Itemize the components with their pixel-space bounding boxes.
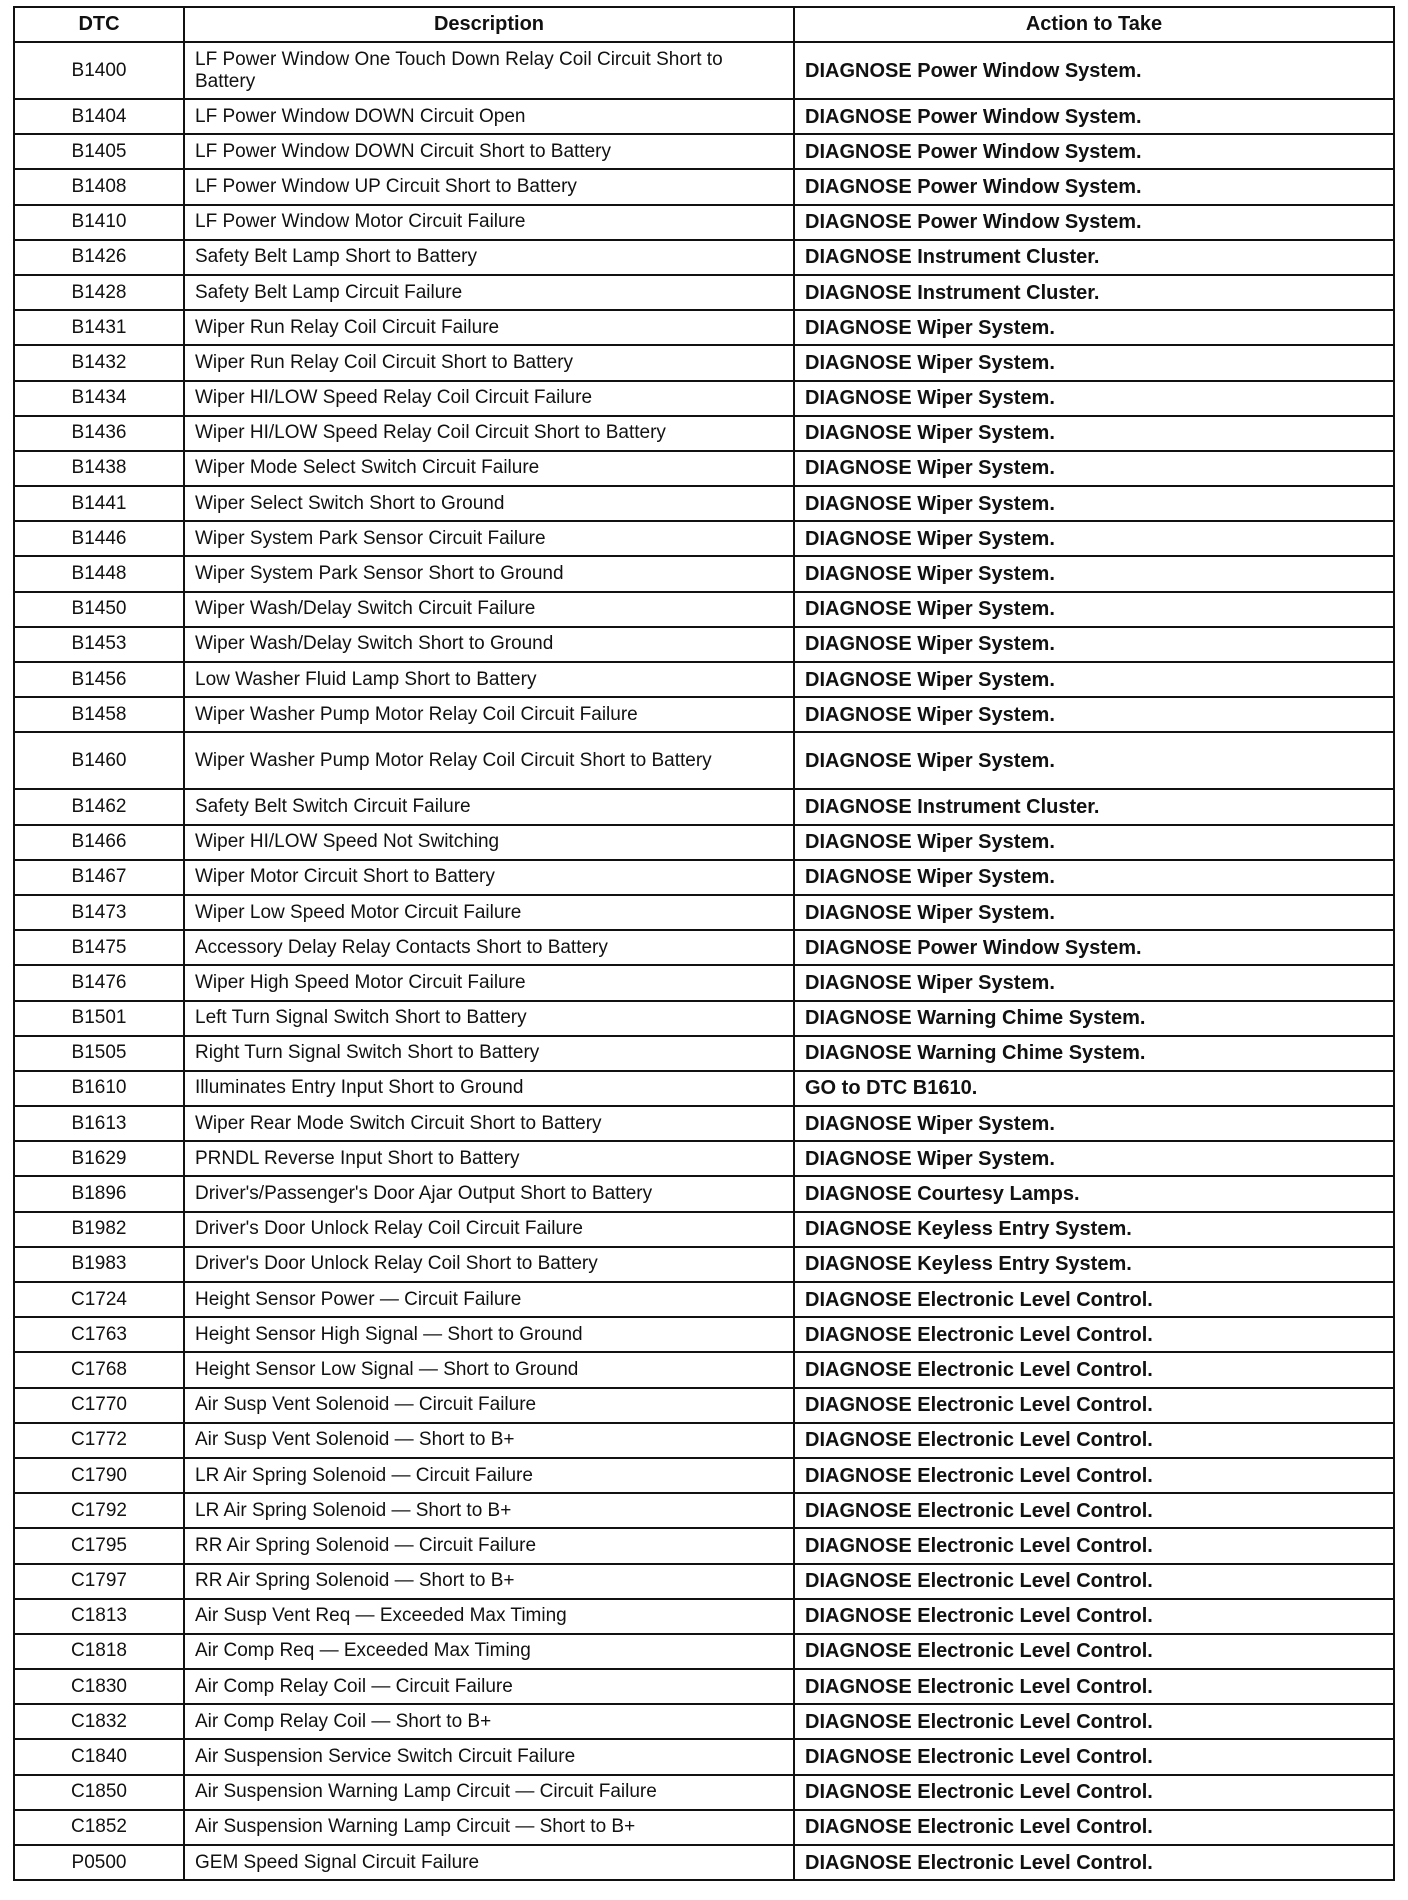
action-cell: DIAGNOSE Wiper System. xyxy=(794,416,1394,451)
description-cell: Low Washer Fluid Lamp Short to Battery xyxy=(184,662,794,697)
description-cell: PRNDL Reverse Input Short to Battery xyxy=(184,1141,794,1176)
dtc-code-cell: B1456 xyxy=(14,662,184,697)
description-cell: Air Suspension Warning Lamp Circuit — Short to B+ xyxy=(184,1810,794,1845)
action-cell: DIAGNOSE Electronic Level Control. xyxy=(794,1739,1394,1774)
description-cell: Air Comp Relay Coil — Circuit Failure xyxy=(184,1669,794,1704)
table-row xyxy=(14,930,1394,965)
description-cell: Height Sensor Low Signal — Short to Ground xyxy=(184,1352,794,1387)
dtc-code-cell: B1441 xyxy=(14,486,184,521)
dtc-code-cell: C1813 xyxy=(14,1599,184,1634)
description-cell: Safety Belt Switch Circuit Failure xyxy=(184,789,794,824)
action-cell: DIAGNOSE Wiper System. xyxy=(794,697,1394,732)
action-cell: DIAGNOSE Wiper System. xyxy=(794,381,1394,416)
action-cell: DIAGNOSE Wiper System. xyxy=(794,1106,1394,1141)
table-row xyxy=(14,1176,1394,1211)
dtc-code-cell: C1852 xyxy=(14,1810,184,1845)
table-row xyxy=(14,275,1394,310)
description-cell: Wiper HI/LOW Speed Relay Coil Circuit Failure xyxy=(184,381,794,416)
table-row xyxy=(14,556,1394,591)
description-cell: Left Turn Signal Switch Short to Battery xyxy=(184,1001,794,1036)
table-row xyxy=(14,416,1394,451)
description-cell: RR Air Spring Solenoid — Circuit Failure xyxy=(184,1528,794,1563)
table-row xyxy=(14,1247,1394,1282)
table-row xyxy=(14,1528,1394,1563)
action-cell: DIAGNOSE Instrument Cluster. xyxy=(794,275,1394,310)
description-cell: Height Sensor High Signal — Short to Ground xyxy=(184,1317,794,1352)
action-cell: DIAGNOSE Instrument Cluster. xyxy=(794,240,1394,275)
table-row xyxy=(14,1106,1394,1141)
dtc-code-cell: B1436 xyxy=(14,416,184,451)
action-cell: DIAGNOSE Wiper System. xyxy=(794,451,1394,486)
table-row xyxy=(14,965,1394,1000)
table-row xyxy=(14,895,1394,930)
table-row xyxy=(14,789,1394,824)
table-row xyxy=(14,627,1394,662)
description-cell: Right Turn Signal Switch Short to Battery xyxy=(184,1036,794,1071)
action-cell: DIAGNOSE Wiper System. xyxy=(794,627,1394,662)
dtc-code-cell: C1840 xyxy=(14,1739,184,1774)
dtc-code-cell: B1434 xyxy=(14,381,184,416)
action-cell: DIAGNOSE Electronic Level Control. xyxy=(794,1845,1394,1880)
dtc-code-cell: B1408 xyxy=(14,169,184,204)
dtc-code-cell: C1768 xyxy=(14,1352,184,1387)
table-row xyxy=(14,1458,1394,1493)
description-cell: LF Power Window UP Circuit Short to Battery xyxy=(184,169,794,204)
table-row xyxy=(14,99,1394,134)
dtc-code-cell: B1475 xyxy=(14,930,184,965)
description-cell: LF Power Window DOWN Circuit Open xyxy=(184,99,794,134)
dtc-code-cell: C1795 xyxy=(14,1528,184,1563)
action-cell: DIAGNOSE Keyless Entry System. xyxy=(794,1247,1394,1282)
action-cell: DIAGNOSE Wiper System. xyxy=(794,662,1394,697)
table-row xyxy=(14,205,1394,240)
dtc-code-cell: B1466 xyxy=(14,825,184,860)
description-cell: Wiper Wash/Delay Switch Short to Ground xyxy=(184,627,794,662)
dtc-code-cell: C1724 xyxy=(14,1282,184,1317)
description-cell: LF Power Window DOWN Circuit Short to Battery xyxy=(184,134,794,169)
action-cell: DIAGNOSE Electronic Level Control. xyxy=(794,1528,1394,1563)
description-cell: Wiper Mode Select Switch Circuit Failure xyxy=(184,451,794,486)
dtc-code-cell: B1501 xyxy=(14,1001,184,1036)
table-row xyxy=(14,1071,1394,1106)
dtc-code-cell: C1797 xyxy=(14,1564,184,1599)
description-cell: Safety Belt Lamp Circuit Failure xyxy=(184,275,794,310)
header-dtc: DTC xyxy=(14,7,184,42)
action-cell: DIAGNOSE Electronic Level Control. xyxy=(794,1564,1394,1599)
action-cell: DIAGNOSE Electronic Level Control. xyxy=(794,1810,1394,1845)
table-row xyxy=(14,1423,1394,1458)
action-cell: DIAGNOSE Wiper System. xyxy=(794,1141,1394,1176)
description-cell: Accessory Delay Relay Contacts Short to Battery xyxy=(184,930,794,965)
table-row xyxy=(14,697,1394,732)
description-cell: Air Suspension Service Switch Circuit Failure xyxy=(184,1739,794,1774)
table-row xyxy=(14,1704,1394,1739)
description-cell: Air Susp Vent Solenoid — Short to B+ xyxy=(184,1423,794,1458)
action-cell: DIAGNOSE Power Window System. xyxy=(794,930,1394,965)
dtc-code-cell: B1467 xyxy=(14,860,184,895)
action-cell: DIAGNOSE Electronic Level Control. xyxy=(794,1352,1394,1387)
action-cell: DIAGNOSE Wiper System. xyxy=(794,521,1394,556)
description-cell: Wiper HI/LOW Speed Not Switching xyxy=(184,825,794,860)
description-cell: Driver's Door Unlock Relay Coil Short to Battery xyxy=(184,1247,794,1282)
table-row xyxy=(14,1001,1394,1036)
dtc-code-cell: B1629 xyxy=(14,1141,184,1176)
description-cell: LR Air Spring Solenoid — Short to B+ xyxy=(184,1493,794,1528)
dtc-code-cell: C1830 xyxy=(14,1669,184,1704)
action-cell: DIAGNOSE Wiper System. xyxy=(794,895,1394,930)
dtc-code-cell: C1818 xyxy=(14,1634,184,1669)
description-cell: Wiper Low Speed Motor Circuit Failure xyxy=(184,895,794,930)
header-description: Description xyxy=(184,7,794,42)
dtc-code-cell: B1610 xyxy=(14,1071,184,1106)
description-cell: Air Comp Relay Coil — Short to B+ xyxy=(184,1704,794,1739)
table-row xyxy=(14,732,1394,789)
description-cell: Wiper Wash/Delay Switch Circuit Failure xyxy=(184,592,794,627)
description-cell: LF Power Window One Touch Down Relay Coil Circuit Short to Battery xyxy=(184,42,794,99)
action-cell: DIAGNOSE Wiper System. xyxy=(794,556,1394,591)
action-cell: DIAGNOSE Power Window System. xyxy=(794,169,1394,204)
description-cell: Air Comp Req — Exceeded Max Timing xyxy=(184,1634,794,1669)
description-cell: LF Power Window Motor Circuit Failure xyxy=(184,205,794,240)
description-cell: Wiper System Park Sensor Short to Ground xyxy=(184,556,794,591)
description-cell: Wiper Run Relay Coil Circuit Short to Battery xyxy=(184,345,794,380)
action-cell: DIAGNOSE Wiper System. xyxy=(794,965,1394,1000)
table-row xyxy=(14,1669,1394,1704)
table-row xyxy=(14,1739,1394,1774)
dtc-code-cell: B1426 xyxy=(14,240,184,275)
action-cell: DIAGNOSE Power Window System. xyxy=(794,99,1394,134)
table-row xyxy=(14,1388,1394,1423)
table-row xyxy=(14,1493,1394,1528)
table-row xyxy=(14,310,1394,345)
action-cell: DIAGNOSE Electronic Level Control. xyxy=(794,1669,1394,1704)
dtc-code-cell: B1405 xyxy=(14,134,184,169)
description-cell: Wiper Select Switch Short to Ground xyxy=(184,486,794,521)
table-row xyxy=(14,345,1394,380)
table-row xyxy=(14,1317,1394,1352)
description-cell: LR Air Spring Solenoid — Circuit Failure xyxy=(184,1458,794,1493)
dtc-code-cell: B1476 xyxy=(14,965,184,1000)
action-cell: DIAGNOSE Courtesy Lamps. xyxy=(794,1176,1394,1211)
action-cell: DIAGNOSE Instrument Cluster. xyxy=(794,789,1394,824)
table-row xyxy=(14,1036,1394,1071)
dtc-code-cell: B1400 xyxy=(14,42,184,99)
action-cell: DIAGNOSE Electronic Level Control. xyxy=(794,1388,1394,1423)
dtc-code-cell: B1404 xyxy=(14,99,184,134)
table-row xyxy=(14,1599,1394,1634)
action-cell: DIAGNOSE Electronic Level Control. xyxy=(794,1599,1394,1634)
description-cell: Driver's/Passenger's Door Ajar Output Short to Battery xyxy=(184,1176,794,1211)
description-cell: Wiper HI/LOW Speed Relay Coil Circuit Short to Battery xyxy=(184,416,794,451)
dtc-code-cell: C1763 xyxy=(14,1317,184,1352)
action-cell: DIAGNOSE Power Window System. xyxy=(794,205,1394,240)
dtc-code-cell: C1770 xyxy=(14,1388,184,1423)
description-cell: Wiper Washer Pump Motor Relay Coil Circuit Failure xyxy=(184,697,794,732)
dtc-code-cell: B1432 xyxy=(14,345,184,380)
dtc-table xyxy=(13,6,1395,1881)
description-cell: Wiper High Speed Motor Circuit Failure xyxy=(184,965,794,1000)
dtc-code-cell: B1431 xyxy=(14,310,184,345)
table-row xyxy=(14,592,1394,627)
action-cell: DIAGNOSE Electronic Level Control. xyxy=(794,1634,1394,1669)
description-cell: Wiper System Park Sensor Circuit Failure xyxy=(184,521,794,556)
dtc-code-cell: B1448 xyxy=(14,556,184,591)
action-cell: DIAGNOSE Wiper System. xyxy=(794,860,1394,895)
table-row xyxy=(14,451,1394,486)
table-row xyxy=(14,381,1394,416)
header-row xyxy=(14,7,1394,42)
description-cell: Air Suspension Warning Lamp Circuit — Circuit Failure xyxy=(184,1775,794,1810)
description-cell: Illuminates Entry Input Short to Ground xyxy=(184,1071,794,1106)
table-row xyxy=(14,1352,1394,1387)
dtc-code-cell: B1462 xyxy=(14,789,184,824)
description-cell: Safety Belt Lamp Short to Battery xyxy=(184,240,794,275)
dtc-code-cell: B1453 xyxy=(14,627,184,662)
action-cell: DIAGNOSE Keyless Entry System. xyxy=(794,1212,1394,1247)
table-row xyxy=(14,662,1394,697)
dtc-code-cell: B1473 xyxy=(14,895,184,930)
table-row xyxy=(14,860,1394,895)
action-cell: DIAGNOSE Power Window System. xyxy=(794,42,1394,99)
table-row xyxy=(14,521,1394,556)
dtc-code-cell: C1832 xyxy=(14,1704,184,1739)
description-cell: Air Susp Vent Solenoid — Circuit Failure xyxy=(184,1388,794,1423)
header-action: Action to Take xyxy=(794,7,1394,42)
description-cell: Height Sensor Power — Circuit Failure xyxy=(184,1282,794,1317)
description-cell: Wiper Rear Mode Switch Circuit Short to Battery xyxy=(184,1106,794,1141)
dtc-code-cell: B1982 xyxy=(14,1212,184,1247)
dtc-code-cell: B1613 xyxy=(14,1106,184,1141)
dtc-code-cell: B1983 xyxy=(14,1247,184,1282)
dtc-code-cell: C1850 xyxy=(14,1775,184,1810)
dtc-code-cell: B1450 xyxy=(14,592,184,627)
description-cell: Driver's Door Unlock Relay Coil Circuit Failure xyxy=(184,1212,794,1247)
action-cell: DIAGNOSE Wiper System. xyxy=(794,592,1394,627)
table-row xyxy=(14,134,1394,169)
table-body xyxy=(14,42,1394,1880)
action-cell: DIAGNOSE Electronic Level Control. xyxy=(794,1704,1394,1739)
table-row xyxy=(14,1845,1394,1880)
dtc-code-cell: B1458 xyxy=(14,697,184,732)
dtc-code-cell: B1446 xyxy=(14,521,184,556)
action-cell: GO to DTC B1610. xyxy=(794,1071,1394,1106)
table-row xyxy=(14,1282,1394,1317)
table-row xyxy=(14,1141,1394,1176)
table-row xyxy=(14,1775,1394,1810)
description-cell: Wiper Run Relay Coil Circuit Failure xyxy=(184,310,794,345)
table-row xyxy=(14,1634,1394,1669)
dtc-code-cell: B1438 xyxy=(14,451,184,486)
action-cell: DIAGNOSE Electronic Level Control. xyxy=(794,1493,1394,1528)
dtc-code-cell: C1792 xyxy=(14,1493,184,1528)
description-cell: GEM Speed Signal Circuit Failure xyxy=(184,1845,794,1880)
table-row xyxy=(14,1212,1394,1247)
action-cell: DIAGNOSE Wiper System. xyxy=(794,825,1394,860)
description-cell: Wiper Washer Pump Motor Relay Coil Circuit Short to Battery xyxy=(184,732,794,789)
action-cell: DIAGNOSE Electronic Level Control. xyxy=(794,1423,1394,1458)
dtc-code-cell: B1428 xyxy=(14,275,184,310)
description-cell: Wiper Motor Circuit Short to Battery xyxy=(184,860,794,895)
dtc-code-cell: P0500 xyxy=(14,1845,184,1880)
table-row xyxy=(14,240,1394,275)
table-row xyxy=(14,825,1394,860)
table-row xyxy=(14,1810,1394,1845)
dtc-code-cell: B1460 xyxy=(14,732,184,789)
description-cell: RR Air Spring Solenoid — Short to B+ xyxy=(184,1564,794,1599)
table-row xyxy=(14,1564,1394,1599)
dtc-code-cell: B1505 xyxy=(14,1036,184,1071)
dtc-code-cell: B1410 xyxy=(14,205,184,240)
dtc-code-cell: C1772 xyxy=(14,1423,184,1458)
action-cell: DIAGNOSE Electronic Level Control. xyxy=(794,1775,1394,1810)
table-row xyxy=(14,486,1394,521)
action-cell: DIAGNOSE Wiper System. xyxy=(794,310,1394,345)
dtc-code-cell: C1790 xyxy=(14,1458,184,1493)
action-cell: DIAGNOSE Electronic Level Control. xyxy=(794,1317,1394,1352)
action-cell: DIAGNOSE Wiper System. xyxy=(794,732,1394,789)
action-cell: DIAGNOSE Power Window System. xyxy=(794,134,1394,169)
action-cell: DIAGNOSE Electronic Level Control. xyxy=(794,1458,1394,1493)
action-cell: DIAGNOSE Wiper System. xyxy=(794,486,1394,521)
table-row xyxy=(14,169,1394,204)
action-cell: DIAGNOSE Warning Chime System. xyxy=(794,1036,1394,1071)
dtc-code-cell: B1896 xyxy=(14,1176,184,1211)
table-row xyxy=(14,42,1394,99)
action-cell: DIAGNOSE Wiper System. xyxy=(794,345,1394,380)
action-cell: DIAGNOSE Electronic Level Control. xyxy=(794,1282,1394,1317)
description-cell: Air Susp Vent Req — Exceeded Max Timing xyxy=(184,1599,794,1634)
action-cell: DIAGNOSE Warning Chime System. xyxy=(794,1001,1394,1036)
